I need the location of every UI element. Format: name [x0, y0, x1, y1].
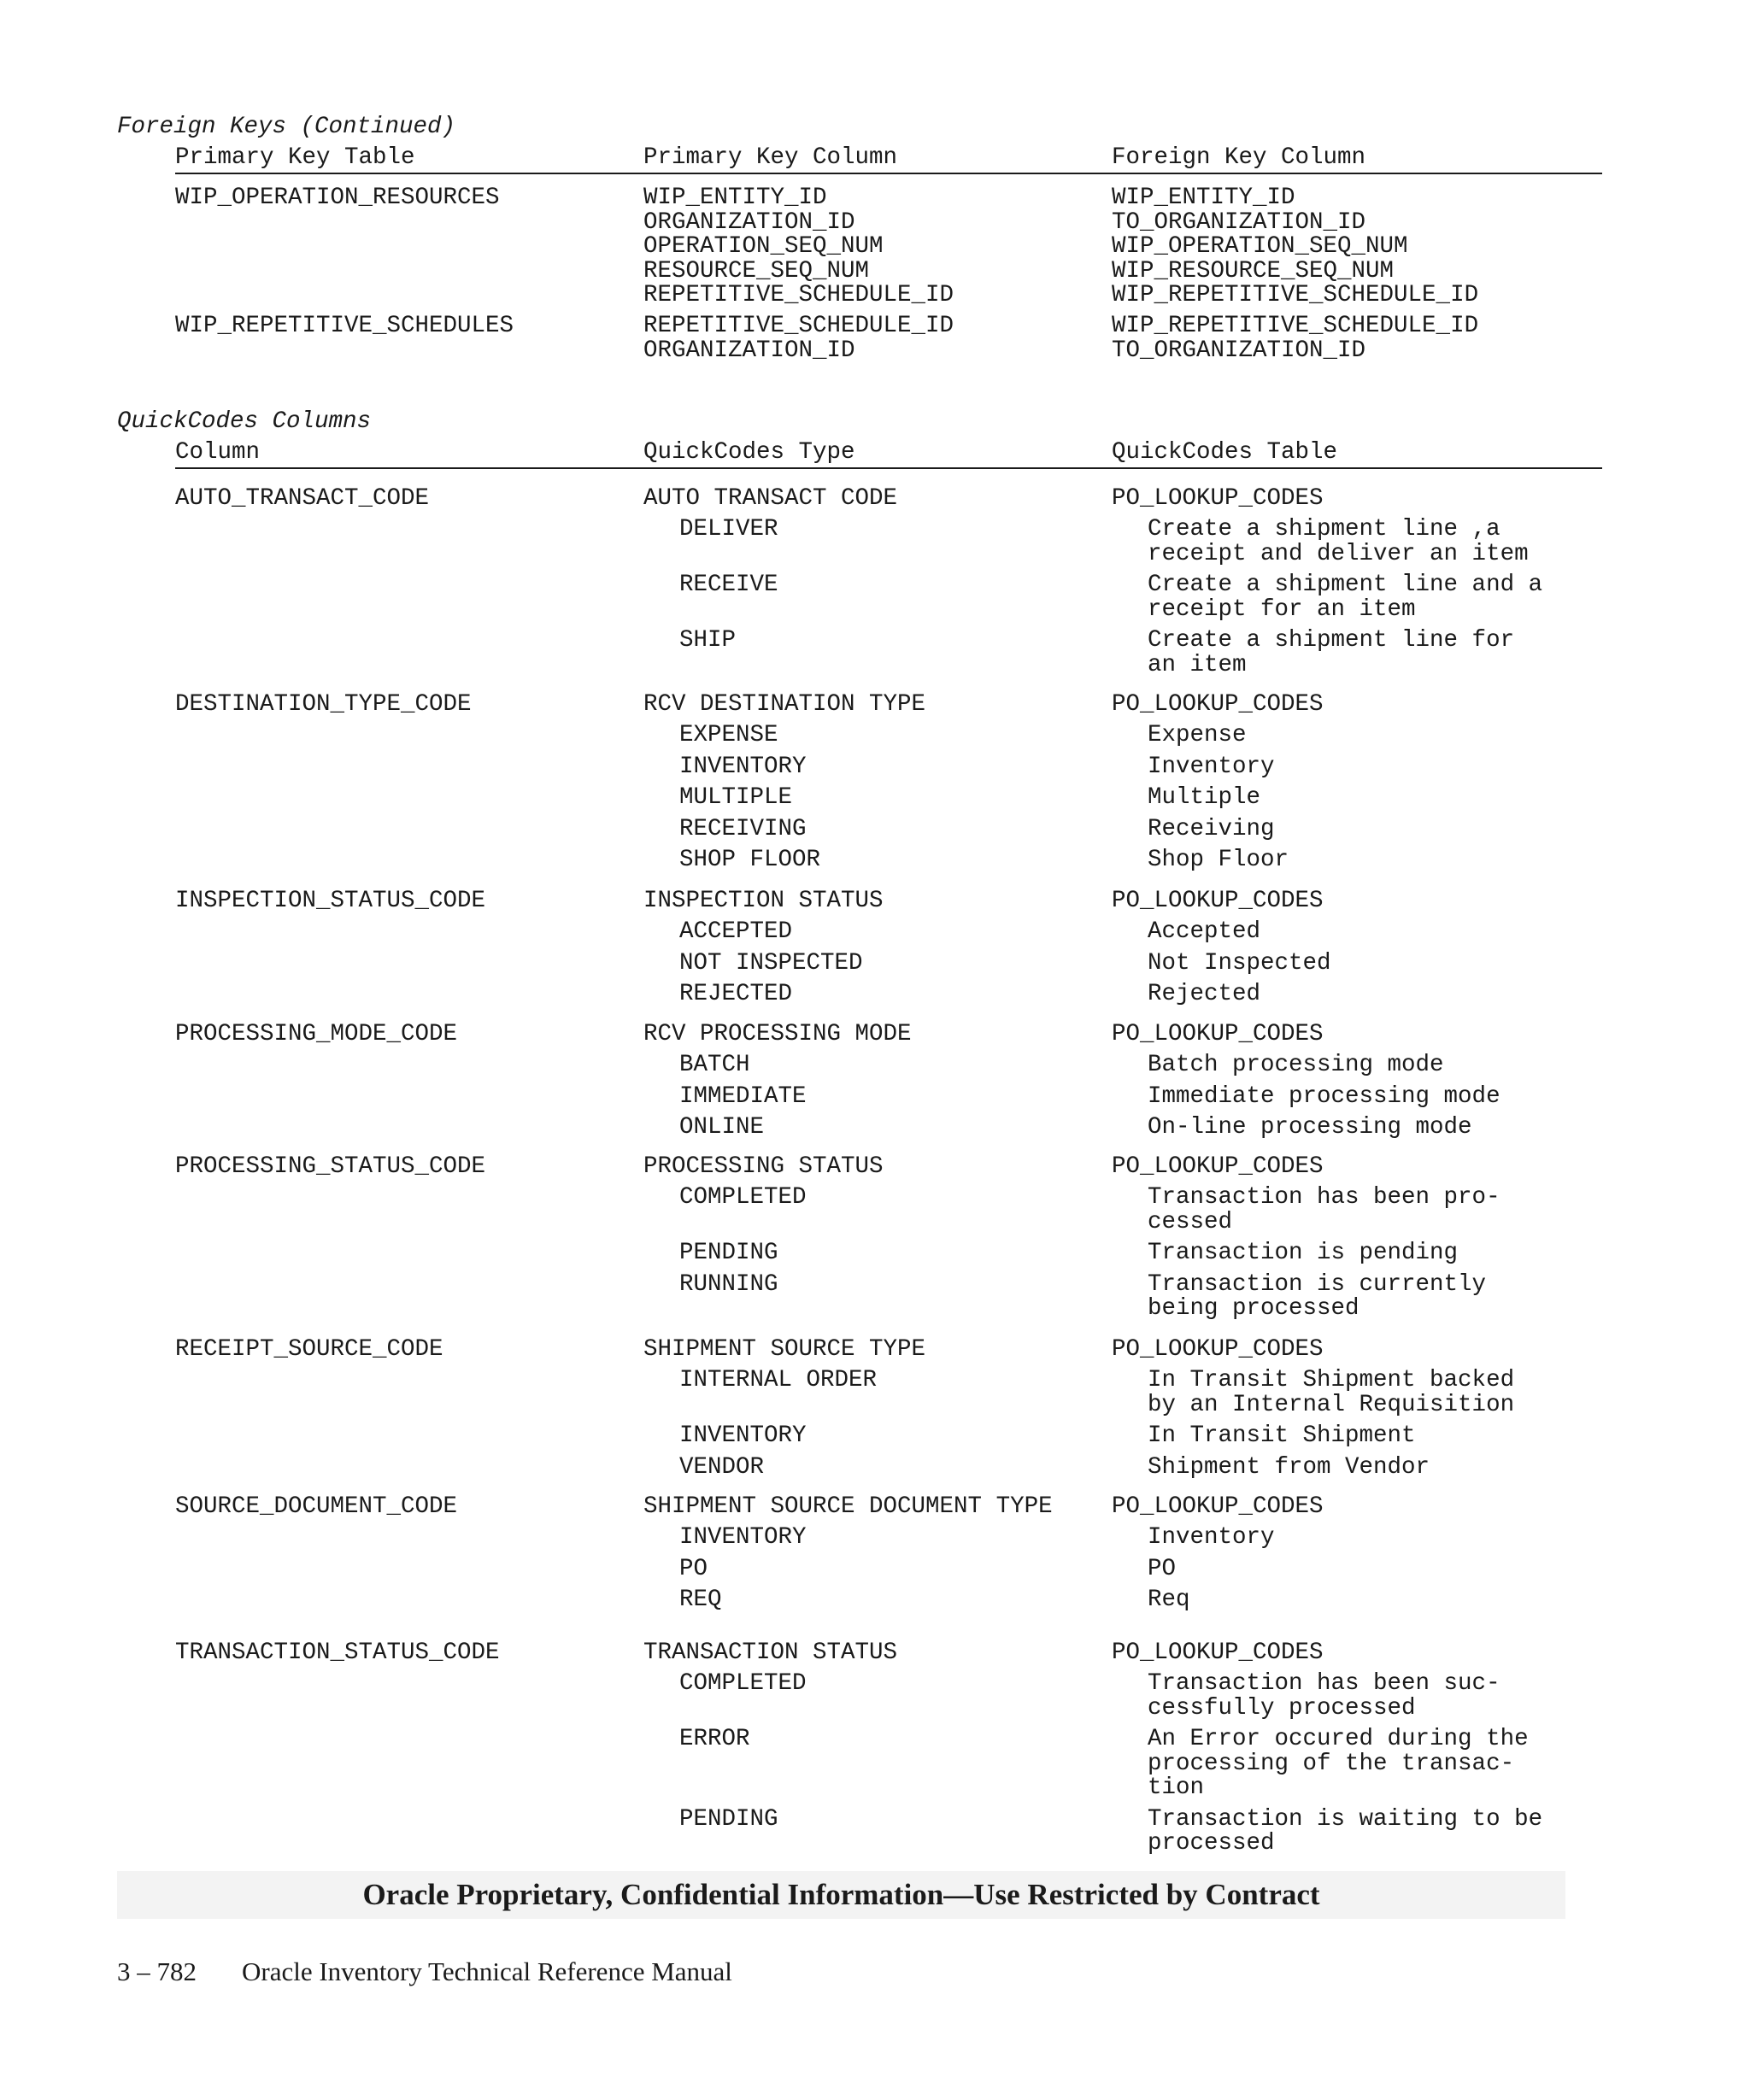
quickcodes-type-name: SHIPMENT SOURCE DOCUMENT TYPE [643, 1493, 1053, 1520]
quickcodes-column-name: AUTO_TRANSACT_CODE [175, 485, 430, 512]
quickcodes-code: EXPENSE [679, 722, 778, 748]
quickcodes-item [175, 1672, 1602, 1721]
fk-fk-columns: WIP_REPETITIVE_SCHEDULE_ID TO_ORGANIZATION_ID [1112, 313, 1479, 364]
quickcodes-item [175, 1424, 1602, 1449]
quickcodes-code: REQ [679, 1587, 722, 1613]
quickcodes-table-name: PO_LOOKUP_CODES [1112, 1640, 1324, 1666]
quickcodes-meaning: Immediate processing mode [1148, 1082, 1500, 1110]
quickcodes-meaning: Create a shipment line and a receipt for an item [1148, 572, 1543, 623]
quickcodes-group-header [175, 693, 1602, 724]
page-number: 3 – 782 [117, 1956, 197, 1986]
quickcodes-code: COMPLETED [679, 1670, 807, 1697]
fk-fk-columns: WIP_ENTITY_ID TO_ORGANIZATION_ID WIP_OPERATION_SEQ_NUM WIP_RESOURCE_SEQ_NUM WIP_REPETITIVE_SCHEDULE_ID [1112, 185, 1479, 308]
quickcodes-item [175, 1270, 1602, 1322]
quickcodes-meaning: PO [1148, 1555, 1177, 1582]
quickcodes-group [175, 1495, 1602, 1620]
quickcodes-title: QuickCodes Columns [117, 408, 372, 435]
quickcodes-item [175, 1241, 1602, 1266]
quickcodes-code: RUNNING [679, 1270, 778, 1298]
quickcodes-code: INVENTORY [679, 1422, 807, 1449]
quickcodes-code: INVENTORY [679, 1524, 807, 1551]
quickcodes-group-header [175, 889, 1602, 920]
quickcodes-group-header [175, 1495, 1602, 1526]
quickcodes-group-header [175, 1155, 1602, 1186]
quickcodes-meaning: An Error occured during the processing of the transac- tion [1148, 1726, 1529, 1801]
quickcodes-type-name: AUTO TRANSACT CODE [643, 485, 898, 512]
quickcodes-type-name: RCV PROCESSING MODE [643, 1021, 912, 1047]
foreign-keys-title: Foreign Keys (Continued) [117, 114, 456, 140]
quickcodes-item [175, 1805, 1602, 1857]
quickcodes-item [175, 983, 1602, 1007]
fk-table-name: WIP_OPERATION_RESOURCES [175, 185, 500, 211]
confidential-banner [117, 1871, 1565, 1919]
manual-title: Oracle Inventory Technical Reference Manual [242, 1956, 732, 1986]
quickcodes-meaning: Receiving [1148, 815, 1275, 842]
quickcodes-meaning: Transaction is currently being processed [1148, 1270, 1487, 1322]
quickcodes-group-header [175, 1641, 1602, 1672]
header-primary-key-table: Primary Key Table [175, 144, 415, 171]
quickcodes-code: COMPLETED [679, 1184, 807, 1211]
quickcodes-item [175, 629, 1602, 678]
quickcodes-item [175, 1116, 1602, 1141]
quickcodes-meaning: Transaction is pending [1148, 1240, 1459, 1266]
quickcodes-code: SHIP [679, 627, 737, 654]
quickcodes-item [175, 1588, 1602, 1613]
quickcodes-column-name: TRANSACTION_STATUS_CODE [175, 1640, 500, 1666]
quickcodes-code: ACCEPTED [679, 918, 793, 945]
quickcodes-column-name: INSPECTION_STATUS_CODE [175, 888, 486, 914]
quickcodes-item [175, 573, 1602, 622]
quickcodes-group-header [175, 1023, 1602, 1053]
quickcodes-code: RECEIVING [679, 815, 807, 842]
quickcodes-item [175, 1557, 1602, 1582]
header-column: Column [175, 439, 261, 466]
quickcodes-code: PENDING [679, 1240, 778, 1266]
quickcodes-item [175, 724, 1602, 748]
quickcodes-type-name: SHIPMENT SOURCE TYPE [643, 1336, 926, 1363]
quickcodes-column-name: RECEIPT_SOURCE_CODE [175, 1336, 443, 1363]
quickcodes-code: DELIVER [679, 516, 778, 543]
quickcodes-table-name: PO_LOOKUP_CODES [1112, 888, 1324, 914]
quickcodes-meaning: Inventory [1148, 1524, 1275, 1551]
header-quickcodes-table: QuickCodes Table [1112, 439, 1338, 466]
quickcodes-code: ERROR [679, 1726, 750, 1752]
quickcodes-code: ONLINE [679, 1114, 765, 1141]
quickcodes-group-header [175, 1338, 1602, 1369]
quickcodes-meaning: Shop Floor [1148, 847, 1289, 873]
quickcodes-item [175, 518, 1602, 566]
quickcodes-item [175, 1186, 1602, 1235]
foreign-keys-header [175, 145, 1602, 174]
quickcodes-group [175, 1338, 1602, 1487]
quickcodes-meaning: In Transit Shipment [1148, 1422, 1416, 1449]
quickcodes-item [175, 1453, 1602, 1481]
quickcodes-meaning: Transaction has been suc- cessfully processed [1148, 1670, 1500, 1722]
quickcodes-group [175, 693, 1602, 880]
quickcodes-meaning: Rejected [1148, 981, 1261, 1007]
quickcodes-item [175, 1728, 1602, 1801]
quickcodes-meaning: Create a shipment line ,a receipt and deliver an item [1148, 516, 1529, 567]
quickcodes-table-name: PO_LOOKUP_CODES [1112, 1021, 1324, 1047]
confidential-text: Oracle Proprietary, Confidential Information––Use Restricted by Contract [362, 1878, 1320, 1911]
quickcodes-item [175, 949, 1602, 977]
quickcodes-type-name: PROCESSING STATUS [643, 1153, 884, 1180]
quickcodes-table-name: PO_LOOKUP_CODES [1112, 691, 1324, 718]
quickcodes-item [175, 1369, 1602, 1417]
quickcodes-type-name: TRANSACTION STATUS [643, 1640, 898, 1666]
quickcodes-meaning: Transaction has been pro- cessed [1148, 1184, 1500, 1235]
quickcodes-item [175, 786, 1602, 811]
quickcodes-type-name: RCV DESTINATION TYPE [643, 691, 926, 718]
quickcodes-item [175, 920, 1602, 945]
quickcodes-meaning: On-line processing mode [1148, 1114, 1472, 1141]
quickcodes-code: NOT INSPECTED [679, 949, 863, 977]
quickcodes-group-header [175, 487, 1602, 518]
header-foreign-key-column: Foreign Key Column [1112, 144, 1366, 171]
quickcodes-item [175, 1082, 1602, 1110]
quickcodes-item [175, 815, 1602, 842]
quickcodes-type-name: INSPECTION STATUS [643, 888, 884, 914]
header-primary-key-column: Primary Key Column [643, 144, 898, 171]
quickcodes-meaning: Expense [1148, 722, 1247, 748]
quickcodes-group [175, 487, 1602, 684]
quickcodes-column-name: PROCESSING_STATUS_CODE [175, 1153, 486, 1180]
quickcodes-item [175, 755, 1602, 780]
quickcodes-item [175, 1526, 1602, 1551]
quickcodes-group [175, 1155, 1602, 1329]
quickcodes-code: IMMEDIATE [679, 1082, 807, 1110]
header-quickcodes-type: QuickCodes Type [643, 439, 855, 466]
quickcodes-code: INVENTORY [679, 753, 807, 780]
quickcodes-code: REJECTED [679, 981, 793, 1007]
quickcodes-table-name: PO_LOOKUP_CODES [1112, 1153, 1324, 1180]
quickcodes-code: PENDING [679, 1805, 778, 1833]
quickcodes-column-name: DESTINATION_TYPE_CODE [175, 691, 472, 718]
quickcodes-item [175, 848, 1602, 873]
quickcodes-group [175, 1641, 1602, 1863]
quickcodes-table-name: PO_LOOKUP_CODES [1112, 1493, 1324, 1520]
quickcodes-item [175, 1053, 1602, 1078]
quickcodes-code: MULTIPLE [679, 784, 793, 811]
quickcodes-meaning: Inventory [1148, 753, 1275, 780]
quickcodes-meaning: In Transit Shipment backed by an Internal Requisition [1148, 1367, 1515, 1418]
quickcodes-meaning: Batch processing mode [1148, 1052, 1444, 1078]
fk-pk-columns: WIP_ENTITY_ID ORGANIZATION_ID OPERATION_SEQ_NUM RESOURCE_SEQ_NUM REPETITIVE_SCHEDULE_ID [643, 185, 954, 308]
quickcodes-column-name: PROCESSING_MODE_CODE [175, 1021, 458, 1047]
quickcodes-meaning: Req [1148, 1587, 1190, 1613]
quickcodes-code: VENDOR [679, 1453, 765, 1481]
quickcodes-group [175, 889, 1602, 1014]
quickcodes-table-name: PO_LOOKUP_CODES [1112, 1336, 1324, 1363]
fk-table-name: WIP_REPETITIVE_SCHEDULES [175, 313, 514, 339]
quickcodes-meaning: Multiple [1148, 784, 1261, 811]
quickcodes-code: RECEIVE [679, 572, 778, 598]
quickcodes-column-name: SOURCE_DOCUMENT_CODE [175, 1493, 458, 1520]
quickcodes-table-name: PO_LOOKUP_CODES [1112, 485, 1324, 512]
quickcodes-meaning: Create a shipment line for an item [1148, 627, 1515, 678]
quickcodes-meaning: Not Inspected [1148, 949, 1331, 977]
quickcodes-code: SHOP FLOOR [679, 847, 821, 873]
quickcodes-code: INTERNAL ORDER [679, 1367, 878, 1393]
quickcodes-meaning: Transaction is waiting to be processed [1148, 1805, 1543, 1857]
quickcodes-code: BATCH [679, 1052, 750, 1078]
quickcodes-meaning: Shipment from Vendor [1148, 1453, 1430, 1481]
quickcodes-header [175, 440, 1602, 469]
quickcodes-meaning: Accepted [1148, 918, 1261, 945]
fk-pk-columns: REPETITIVE_SCHEDULE_ID ORGANIZATION_ID [643, 313, 954, 364]
quickcodes-group [175, 1023, 1602, 1147]
quickcodes-code: PO [679, 1555, 708, 1582]
